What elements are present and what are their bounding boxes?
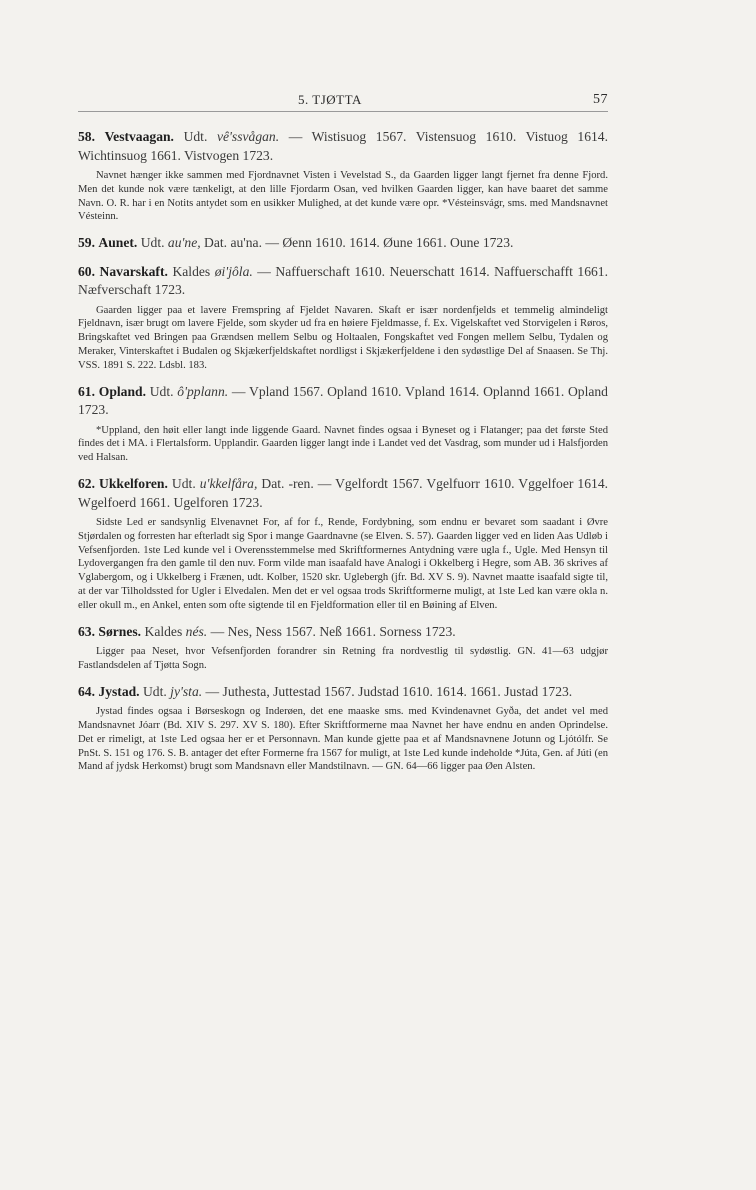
entry-59 xyxy=(78,234,608,253)
page-header xyxy=(78,92,608,112)
entry-description xyxy=(78,169,608,224)
form-prefix: Udt. xyxy=(142,683,171,699)
entry-58 xyxy=(78,128,608,224)
pronunciation: vê'ssvågan. xyxy=(216,129,280,144)
entry-number: 58. xyxy=(78,129,95,144)
farm-name: Vestvaagan. xyxy=(104,129,174,144)
pronunciation: au'ne, xyxy=(167,235,201,251)
farm-name: Sørnes. xyxy=(98,623,142,639)
farm-name: Navarskaft. xyxy=(99,263,168,279)
entry-62 xyxy=(78,475,608,613)
description-text: Ligger paa Neset, hvor Vefsenfjorden forandrer sin Retning fra nordvestlig til sydøstlig. GN. 41—63 udgjør Fastlandsdelen af Tjøtta Sogn. xyxy=(78,646,608,671)
entry-description xyxy=(78,516,608,613)
historical-forms: — Wistisuog 1567. Vistensuog 1610. Vistuog 1614. Wichtinsuog 1661. Vistvogen 1723. xyxy=(78,129,608,163)
form-prefix: Kaldes xyxy=(172,263,215,279)
pronunciation: nés. xyxy=(185,623,208,639)
entry-heading xyxy=(78,234,608,253)
entry-heading xyxy=(78,623,608,642)
entry-heading xyxy=(78,128,608,165)
pronunciation: u'kkelfåra, xyxy=(199,476,258,492)
form-prefix: Udt. xyxy=(171,476,200,492)
historical-forms: — Juthesta, Juttestad 1567. Judstad 1610. 1614. 1661. Justad 1723. xyxy=(202,683,573,699)
farm-name: Ukkelforen. xyxy=(99,476,168,492)
entry-number: 64. xyxy=(78,683,95,699)
pronunciation: jy'sta. xyxy=(170,683,203,699)
entry-heading xyxy=(78,683,608,702)
historical-forms: Dat. au'na. — Øenn 1610. 1614. Øune 1661. Oune 1723. xyxy=(200,235,514,251)
entry-heading xyxy=(78,475,608,512)
entry-description xyxy=(78,424,608,465)
description-text: Gaarden ligger paa et lavere Fremspring af Fjeldet Navaren. Skaft er især nordenfjelds et temmelig almindeligt Fjeldnavn, især brugt om lavere Fjelde, som skyder ud fra en høiere Fjeldmasse, f. Ex. Vigelskaftet ved Storvigelen i Røros, Bringskaftet ved Bringen paa Grændsen mellem Selbu og Holtaalen, Fongskaftet ved Fongen mellem Selbu, Tydalen og Meraker, Vinterskaftet i Budalen og Skjækerfjeldskaftet nordligst i Skjækerfjeldene i den sydøstlige Del af Snaasen. Se Thj. VSS. 1891 S. 222. Ldsbl. 183. xyxy=(78,304,608,371)
entries-list xyxy=(78,128,608,774)
entry-number: 61. xyxy=(78,383,95,399)
pronunciation: ô'pplann. xyxy=(177,383,229,399)
entry-number: 60. xyxy=(78,263,95,279)
historical-forms: — Vpland 1567. Opland 1610. Vpland 1614. Oplannd 1661. Opland 1723. xyxy=(78,383,608,418)
historical-forms: — Naffuerschaft 1610. Neuerschatt 1614. Naffuerschafft 1661. Næfverschaft 1723. xyxy=(78,263,609,298)
page-number: 57 xyxy=(593,92,608,107)
entry-number: 62. xyxy=(78,476,95,492)
description-text: Sidste Led er sandsynlig Elvenavnet For, af for f., Rende, Fordybning, som endnu er bevaret som saadant i Øvre Stjørdalen og forresten har efterladt sig Spor i mange Gaardnavne (se Elven. S. 57). Gaarden ligger ved en liden Aas Udløb i Vefsenfjorden. 1ste Led kunde vel i Overensstemmelse med Skriftformernes Antydning være ugla f., Ugle. Med Hensyn til Lydovergangen fra den gamle til den nuv. Form vilde man isaafald have Analogi i Okkelberg i Hegre, som AB. 36 skrives af Vglabergom, og i Ukkelberg i Frænen, udt. Kolber, 1520 skr. Uglebergh (jfr. Bd. XV S. 9). Navnet maatte isaafald sigte til, at der var Tilholdssted for Ugler i Elvedalen. Men det er vel ogsaa trods Skriftformerne muligt, at 1ste Led kan være okla n. eller okull m., en Ankel, enten som ofte sigtende til en Fjeldformation eller til en Bøining af Elven. xyxy=(78,517,608,611)
form-prefix: Udt. xyxy=(149,383,178,399)
entry-number: 59. xyxy=(78,235,95,251)
entry-description xyxy=(78,705,608,774)
historical-forms: Dat. -ren. — Vgelfordt 1567. Vgelfuorr 1610. Vggelfoer 1614. Wgelfoerd 1661. Ugelforen 1723. xyxy=(78,476,609,510)
description-text: Jystad findes ogsaa i Børseskogn og Inderøen, det ene maaske sms. med Kvindenavnet Gyða, det andet vel med Mandsnavnet Jóarr (Bd. XIV S. 297. XV S. 180). Efter Skriftformerne maa Navnet her have endnu en anden Oprindelse. Det er rimeligt, at 1ste Led ogsaa her er et Personnavn. Man kunde gjette paa et af Mandsnavnene Jotunn og Ljótólfr. Se PnSt. S. 151 og 176. S. B. antager det efter Formerne fra 1567 for muligt, at 1ste Led kunde indeholde *Júta, Gen. af Júti (en Mand af jydsk Herkomst) brugt som Mandsnavn eller Mandstilnavn. — GN. 64—66 ligger paa Øen Alsten. xyxy=(78,706,608,773)
entry-heading xyxy=(78,263,608,300)
entry-description xyxy=(78,645,608,673)
entry-number: 63. xyxy=(78,623,95,639)
description-text: Navnet hænger ikke sammen med Fjordnavnet Visten i Vevelstad S., da Gaarden ligger langt fjernet fra denne Fjord. Men det kunde nok være tænkeligt, at den lille Fjordarm Osan, ved hvilken Gaarden ligger, kan have baaret det samme Navn. O. R. har i en Notits antydet som en usikker Mulighed, at det kunde være opr. *Vésteinsvágr, sms. med Mandsnavnet Vésteinn. xyxy=(78,170,608,223)
header-rule xyxy=(78,111,608,112)
farm-name: Opland. xyxy=(98,383,146,399)
entry-description xyxy=(78,304,608,373)
entry-61 xyxy=(78,383,608,465)
description-text: *Uppland, den høit eller langt inde liggende Gaard. Navnet findes ogsaa i Byneset og i Flatanger; paa det første Sted findes det i MA. i Flertalsform. Upplandir. Gaarden ligger langt inde i Landet ved det Vasdrag, som munder ud i Halsfjorden ved Halsan. xyxy=(78,424,608,464)
entry-heading xyxy=(78,383,608,420)
running-title: 5. TJØTTA xyxy=(298,92,362,107)
farm-name: Jystad. xyxy=(98,683,140,699)
farm-name: Aunet. xyxy=(98,235,138,251)
form-prefix: Udt. xyxy=(183,129,217,144)
pronunciation: øi'jôla. xyxy=(214,263,253,279)
historical-forms: — Nes, Ness 1567. Neß 1661. Sorness 1723. xyxy=(207,623,456,639)
form-prefix: Udt. xyxy=(140,235,168,251)
form-prefix: Kaldes xyxy=(144,623,186,639)
entry-64 xyxy=(78,683,608,774)
entry-60 xyxy=(78,263,608,373)
entry-63 xyxy=(78,623,608,673)
